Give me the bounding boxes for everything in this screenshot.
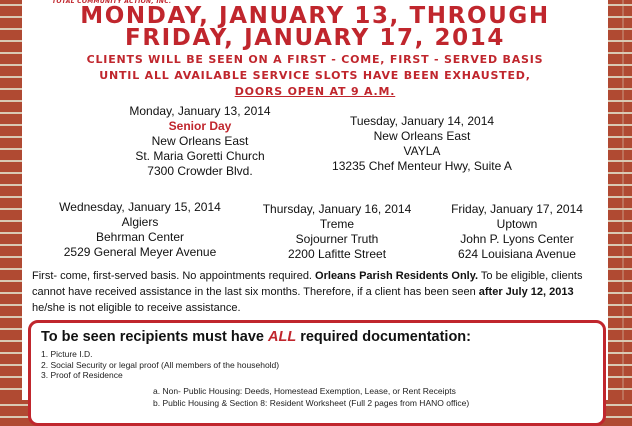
location-area: Uptown — [496, 217, 538, 231]
doors-open-text: DOORS OPEN AT 9 A.M. — [234, 85, 396, 98]
location-area: New Orleans East — [373, 129, 471, 143]
list-item: 1. Picture I.D. — [41, 349, 93, 359]
cutoff-date-text: after July 12, 2013 — [478, 286, 574, 298]
location-date: Thursday, January 16, 2014 — [262, 202, 412, 216]
location-site: St. Maria Goretti Church — [135, 149, 265, 163]
location-date: Tuesday, January 14, 2014 — [349, 114, 495, 128]
residents-only-text: Orleans Parish Residents Only. — [315, 270, 479, 282]
doc-title-post: required documentation: — [296, 329, 471, 345]
location-friday — [432, 202, 602, 262]
location-wednesday — [40, 200, 240, 260]
list-item: 2. Social Security or legal proof (All members of the household) — [41, 359, 280, 370]
eligibility-text-3: he/she is not eligible to receive assistance. — [32, 302, 241, 314]
subhead-line-2: UNTIL ALL AVAILABLE SERVICE SLOTS HAVE BEEN EXHAUSTED, — [99, 69, 531, 82]
doc-title-pre: To be seen recipients must have — [41, 329, 268, 345]
doc-title-emphasis: ALL — [267, 329, 297, 345]
flyer — [22, 0, 608, 408]
eligibility-paragraph — [32, 268, 598, 316]
org-tag: TOTAL COMMUNITY ACTION, INC. — [52, 0, 172, 5]
location-address: 2529 General Meyer Avenue — [63, 245, 217, 259]
eligibility-text-1: First- come, first-served basis. No appointments required. — [32, 270, 316, 282]
location-address: 624 Louisiana Avenue — [458, 247, 576, 261]
headline-line-2: FRIDAY, JANUARY 17, 2014 — [125, 25, 505, 51]
eligibility-text-2: To be eligible, clients cannot have received assistance in the last six months. Therefore, if a client has been seen — [32, 270, 583, 298]
list-item: a. Non- Public Housing: Deeds, Homestead Exemption, Lease, or Rent Receipts — [153, 386, 456, 396]
location-site: Sojourner Truth — [295, 232, 379, 246]
list-item: 3. Proof of Residence — [41, 370, 123, 380]
subhead-line-3 — [22, 84, 608, 100]
headline-line-1: MONDAY, JANUARY 13, THROUGH — [80, 3, 550, 29]
location-area: New Orleans East — [151, 134, 249, 148]
location-address: 7300 Crowder Blvd. — [147, 164, 253, 178]
location-area: Treme — [319, 217, 355, 231]
senior-day-label: Senior Day — [168, 119, 232, 133]
location-date: Friday, January 17, 2014 — [451, 202, 583, 216]
location-area: Algiers — [121, 215, 159, 229]
location-date: Monday, January 13, 2014 — [129, 104, 271, 118]
location-thursday — [252, 202, 422, 262]
location-address: 2200 Lafitte Street — [287, 247, 387, 261]
location-address: 13235 Chef Menteur Hwy, Suite A — [332, 159, 512, 173]
location-site: VAYLA — [403, 144, 441, 158]
list-item: b. Public Housing & Section 8: Resident Worksheet (Full 2 pages from HANO office) — [153, 398, 470, 408]
documentation-list — [41, 349, 279, 381]
subhead-line-1: CLIENTS WILL BE SEEN ON A FIRST - COME, FIRST - SERVED BASIS — [86, 53, 544, 66]
location-site: John P. Lyons Center — [460, 232, 574, 246]
location-monday — [110, 104, 290, 179]
location-tuesday — [322, 114, 522, 174]
location-site: Behrman Center — [95, 230, 185, 244]
location-date: Wednesday, January 15, 2014 — [59, 200, 221, 214]
documentation-box — [28, 320, 606, 426]
residence-sublist — [153, 385, 469, 409]
documentation-title — [41, 329, 471, 345]
